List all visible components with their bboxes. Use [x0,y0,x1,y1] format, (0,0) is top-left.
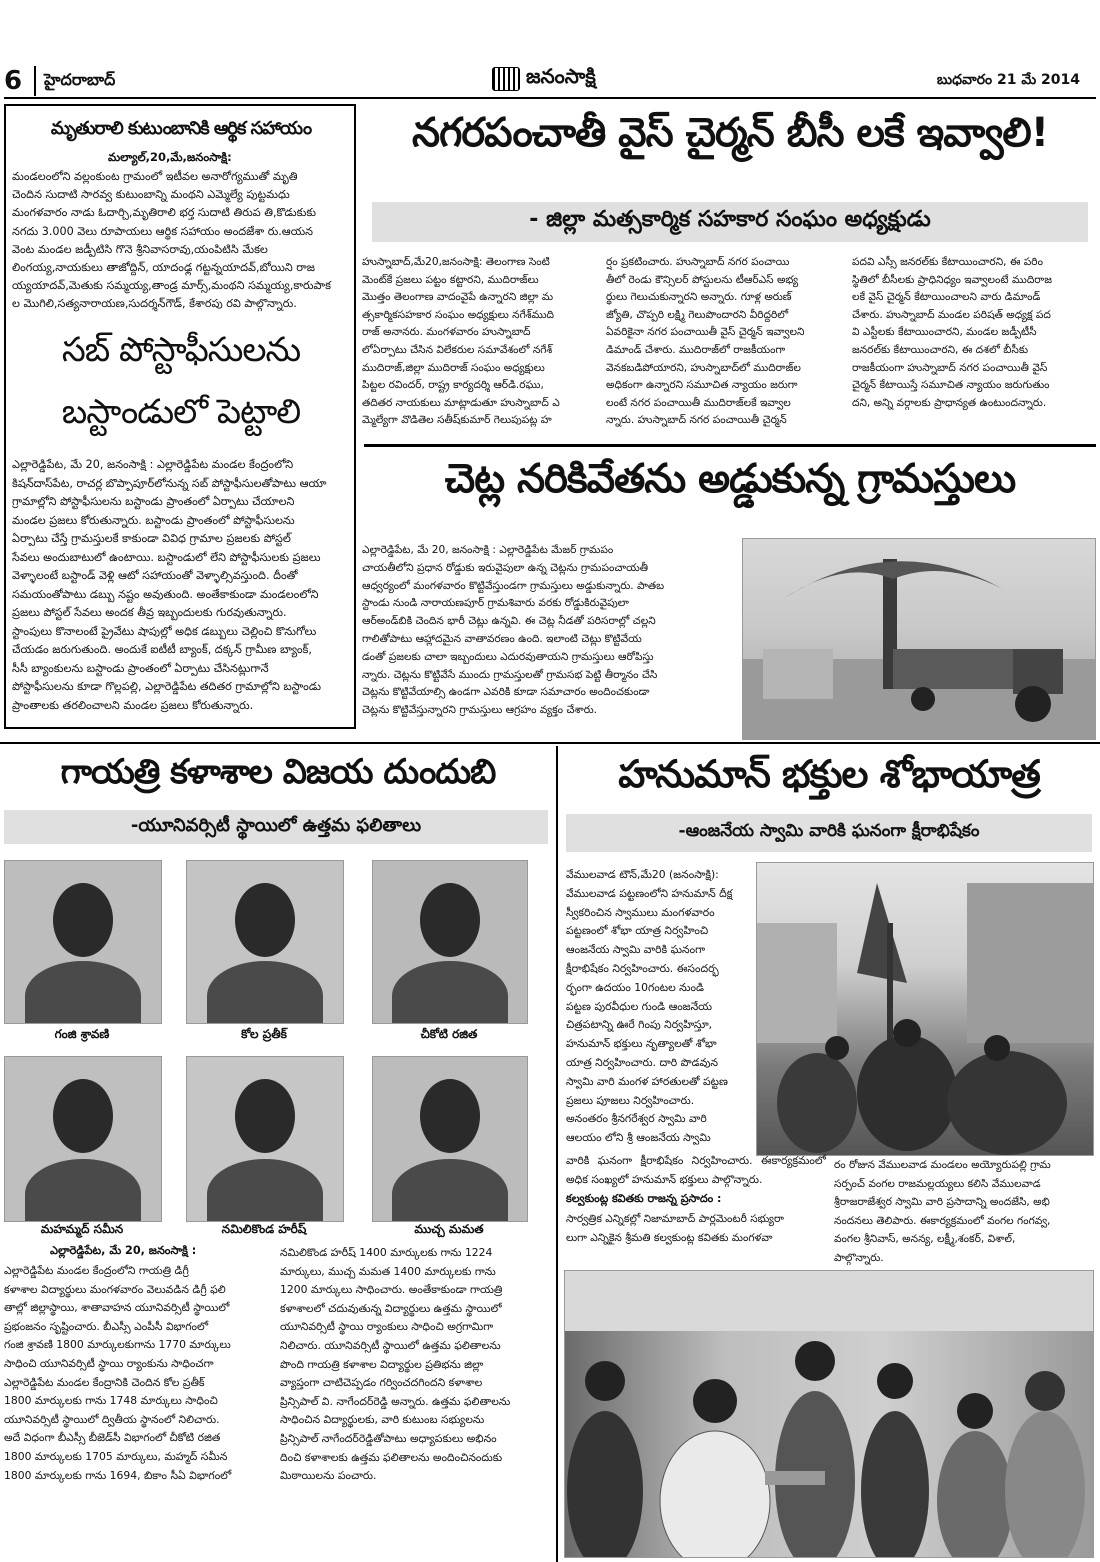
left-story-body [12,456,350,715]
hanuman-story-wide-line: వారికి ఘనంగా క్షీరాభిషేకం నిర్వహించారు. ఈకార్యక్రమంలో అధిక సంఖ్యలో హనుమాన్ భక్తులు పాల్గొన్నారు. [566,1154,826,1186]
body-line: చెట్లను కొట్టివేస్తున్నారని గ్రామస్తులు ఆగ్రహం వ్యక్తం చేశారు. [362,704,598,717]
box-left-body [12,168,350,314]
body-line: హుస్నాబాద్,మే20,జనంసాక్షి: తెలంగాణ సెంటి [362,256,550,268]
body-line: పాల్గొన్నారు. [834,1251,884,1264]
body-line: తీలో రెండు కౌన్సిలర్ పోస్టులను టీఆర్ఎస్ అభ్య [606,273,799,286]
body-line: వంగల శ్రీనివాస్, అనన్య, లక్ష్మీ,శంకర్, విశాల్, [834,1233,1016,1246]
student-photo [372,860,528,1024]
tree-story-headline: చెట్ల నరికివేతను అడ్డుకున్న గ్రామస్తులు [444,456,1016,502]
issue-date: బుధవారం 21 మే 2014 [936,72,1080,88]
body-line: అధికంగా ఉన్నారని సమూచిత న్యాయం జరుగా [606,379,798,392]
top-story-col-2 [606,254,842,430]
student-caption: చీకోటి రజిత [420,1027,478,1041]
body-line: తదితర నాయకులు మాట్లాడుతూ హుస్నాబాద్ ఎ [362,396,560,409]
student-photo [4,860,162,1024]
hanuman-story-col-1 [566,866,750,1148]
body-line: యాత్ర నిర్వహించారు. దారి పొడవున [566,1055,718,1069]
body-line: చెందిన సుదాటి సారవ్వ కుటుంబాన్ని మంథని ఎమ్మెల్యే పుట్టమధు [12,188,290,202]
body-line: తాల్లో జిల్లాస్థాయి, శాతావాహన యూనివర్సిటీ స్థాయిలో [4,1301,230,1315]
body-line: ల మొగిలి,సత్యనారాయణ,సుదర్శన్‌గౌడ్, కేశారపు రవి పాల్గొన్నారు. [12,297,297,311]
body-line: రం రోజున వేములవాడ మండలం అయ్యోరుపల్లి గ్రామ [834,1159,1051,1171]
body-line: వెనకబడిపోయారని, హుస్నాబాద్‌లో ముదిరాజ్‌ల [606,361,801,374]
student-caption: కోల ప్రతీక్ [241,1027,287,1041]
column-divider [556,746,558,1562]
body-line: 1200 మార్కులు సాధించారు. అంతేకాకుండా గాయత్రి [280,1283,503,1297]
body-line: ఆలయం లోని శ్రీ ఆంజనేయ స్వామి [566,1131,711,1145]
body-line: ఎల్లారెడ్డిపేట, మే 20, జనంసాక్షి : ఎల్లారెడ్డిపేట మేజర్ గ్రామపం [362,544,614,556]
procession-photo [756,862,1094,1156]
body-line: సార్వత్రిక ఎన్నికల్లో నిజామాబాద్ పార్లమెంటరీ సభ్యురా [566,1213,784,1225]
body-line: ముదిరాజ్,జిల్లా ముదిరాజ్ సంఘం అధ్యక్షులు [362,361,545,374]
student-caption: నమిలికొండ హరీష్ [221,1222,307,1236]
body-line: య్యయాదవ్,మెతుకు సమ్మయ్య,తాండ్ర మార్స్,మంథని సమ్మయ్య,కారుపాక [12,279,332,293]
body-line: ఎల్లారెడ్డిపేట మండల కేంద్రంలోని గాయత్రి డిగ్రీ [4,1264,189,1277]
body-line: స్థితిలో బీసీలకు ప్రాధినిధ్యం ఇవ్వాలంటే ముదిరాజ [852,273,1052,286]
header-rule [4,97,1096,99]
hanuman-story-col-mid [566,1210,822,1247]
body-line: నిలిచారు. యూనివర్సిటీ స్థాయిలో ఉత్తమ ఫలితాలను [280,1338,501,1352]
body-line: ప్రభంజనం సృష్టించారు. బీఎస్సీ ఎంపీసీ విభాగంలో [4,1319,209,1333]
body-line: పదవి ఎస్సీ జనరల్‌కు కేటాయించారని, ఈ పరిం [852,256,1043,268]
hanuman-story-headline: హనుమాన్ భక్తుల శోభాయాత్ర [618,752,1040,796]
body-line: వ్యాప్తంగా చాటిచెప్పడం గర్వించదగిందని కళాశాల [280,1376,483,1390]
body-line: శ్రీరాజరాజేశ్వర స్వామి వారి ప్రసాదాన్ని అందజేసి, అభి [834,1196,1050,1209]
student-photo [372,1056,528,1222]
edition-city: హైదరాబాద్ [44,70,116,89]
hanuman-story-col-right [834,1156,1094,1268]
body-line: గంజి శ్రావణి 1800 మార్కులకుగాను 1770 మార్కులు [4,1338,231,1352]
hanuman-story-subheadline: -ఆంజనేయ స్వామి వారికి ఘనంగా క్షీరాభిషేకం [566,814,1092,852]
body-line: కిషన్‌దాస్‌పేట, రాచర్ల బొప్పాపూర్‌లోనున్న సబ్ పోస్టాఫీసులతోపాటు ఆయా [12,476,327,490]
tree-story-body [362,542,724,720]
body-line: జ్యోతి, చొప్పరి లక్ష్మి గెలుపొందారని వీరిద్దరిలో [606,308,789,321]
body-line: లుగా ఎన్నికైన శ్రీమతి కల్వకుంట్ల కవితకు మంగళవా [566,1231,773,1244]
body-line: నగదు 3.000 వెలు రూపాయలు ఆర్థిక సహాయం అందజేశా రు.ఆయన [12,224,313,238]
college-story-dateline: ఎల్లారెడ్డిపేట, మే 20, జనంసాక్షి : [50,1244,197,1257]
body-line: పోస్టాఫీసులను కూడా గొల్లపల్లి, ఎల్లారెడ్డిపేట తదితర గ్రామాల్లోని బస్టాండు [12,680,321,693]
top-story-headline: నగరపంచాతీ వైస్ చైర్మన్ బీసీ లకే ఇవ్వాలి! [412,110,1048,156]
masthead [492,64,596,93]
body-line: న్నారు. చెట్లను కొట్టివేసే ముందు గ్రామస్తులతో గ్రామసభ పెట్టి తీర్మానం చేసి [362,668,658,681]
body-line: నమిలికొండ హరీష్ 1400 మార్కులకు గాను 1224 [280,1246,493,1259]
student-caption: ముచ్చ మమత [414,1222,484,1236]
body-line: 1800 మార్కులకు గాను 1694, బికాం సీఏ విభాగంలో [4,1468,232,1482]
student-photo [186,1056,344,1222]
body-line: అనంతరం శ్రీనగరేశ్వర స్వామి వారి [566,1112,707,1126]
body-line: హనుమాన్ భక్తులు నృత్యాలతో శోభా [566,1037,717,1051]
body-line: అదే విధంగా బీఎస్సీ బీజెడ్‌సీ విభాగంలో చీకోటి రజిత [4,1431,221,1445]
body-line: గాలితోపాటు ఆహ్లాదమైన వాతావరణం ఉంది. ఇలాంటి చెట్లు కొట్టివేయ [362,632,642,645]
body-line: మండలంలోని వల్లంకుంట గ్రామంలో ఇటీవల అనారోగ్యముతో మృతి [12,170,298,183]
body-line: ప్రజలు పోస్టల్ సేవలు అందక తీవ్ర ఇబ్బందులకు గురవుతున్నారు. [12,606,287,619]
body-line: సమయంతోపాటు డబ్బు నష్టం అవుతుంది. అంతేకాకుండా మండలంలోని [12,587,319,601]
body-line: చిత్రపటాన్ని ఊరే గింపు నిర్వహిస్తూ, [566,1018,713,1032]
body-line: చైర్మన్ కేటాయిస్తే సమూచిత న్యాయం జరుగుతుం [852,379,1050,392]
body-line: న్నారు. హుస్నాబాద్ నగర పంచాయితీ చైర్మన్ [606,414,787,427]
hanuman-story-subhead: కల్వకుంట్ల కవితకు రాజన్న ప్రసాదం : [566,1192,722,1205]
felicitation-photo-image [565,1271,1093,1557]
body-line: పొంది గాయత్రి కళాశాల విద్యార్థుల ప్రతిభను జిల్లా [280,1357,484,1371]
body-line: ఏర్పాటు చేస్తే గ్రామస్తులకే కాకుండా వివిధ గ్రామాల ప్రజలకు పోస్టల్ [12,532,291,545]
student-photo [186,860,344,1024]
top-story-rule [364,444,1096,447]
body-line: మంగళవారం నాడు ఓదార్చి,మృతిరాలి భర్త సుదాటి తిరుప తి,కొడుకుకు [12,206,317,220]
body-line: సేవలు అందుబాటులో ఉంటాయి. బస్టాండులో లేని పోస్టాఫీసులకు ప్రజలు [12,550,321,564]
felicitation-photo [564,1270,1094,1558]
student-caption: గంజి శ్రావణి [54,1027,110,1041]
box-left-headline: మృతురాలి కుటుంబానికి ఆర్థిక సహాయం [50,118,312,139]
body-line: పట్టణ పురవీధుల గుండి ఆంజనేయ [566,999,713,1013]
body-line: స్టాండు నుండి నారాయణపూర్ గ్రామశివారు వరకు రోడ్డుకిరువైపులా [362,597,629,610]
top-story-subheadline: - జిల్లా మత్సకార్మిక సహకార సంఘం అధ్యక్షుడు [372,202,1088,242]
body-line: త్సకార్మికసహకార సంఘం అధ్యక్షులు నగేశ్‌ముది [362,308,554,321]
body-line: లింగయ్య,నాయకులు తాజోద్దిన్, యాదంఢ్ల గట్టన్నయాదవ్,బోయిని రాజ [12,261,315,275]
body-line: ప్రాంతాలకు తరలించాలని మండల ప్రజలు కోరుతున్నారు. [12,698,254,712]
body-line: మెంట్‌కే ప్రజలు పట్టం కట్టారని, ముదిరాజ్‌లు [362,273,539,286]
body-line: కళాశాల విద్యార్థులు మంగళవారం వెలువడిన డిగ్రీ ఫలి [4,1282,226,1296]
section-rule [0,742,1100,744]
masthead-logo-icon [492,67,520,91]
body-line: డిమాండ్ చేశారు. ముదిరాజ్‌లో రాజకీయంగా [606,343,786,356]
masthead-title: జనంసాక్షి [526,64,596,88]
body-line: ఎల్లారెడ్డిపేట మండల కేంద్రానికి చెందిన కోల ప్రతీక్ [4,1375,205,1389]
body-line: సాధించి యూనివర్సిటీ స్థాయి ర్యాంకును సాధించగా [4,1356,214,1370]
body-line: చెట్లను కొట్టివేయాల్సి ఉండగా ఎవరికి కూడా సమాచారం అందించకుండా [362,686,650,699]
body-line: వి ఎస్టీలకు కేటాయించారని, మండల జడ్పీటీసీ [852,326,1037,339]
body-line: ర్థులు గెలుచుకున్నారని అన్నారు. గూళ్ల అరుణ్ [606,291,792,304]
body-line: ఆర్‌అండ్‌బికి చెందిన భారీ చెట్లు ఉన్నవి. ఈ చెట్ల నీడతో పరిసరాల్లో చల్లని [362,615,656,628]
body-line: దని, అన్ని వర్గాలకు ప్రాధాన్యత ఉంటుందన్నారు. [852,396,1047,409]
body-line: మ్మెల్యేగా వొడితెల సతీష్‌కుమార్ గెలుపుపట్ల హ [362,414,552,427]
body-line: యూనివర్సిటీ స్థాయిలో ద్వితీయ స్థానంలో నిలిచారు. [4,1412,220,1426]
body-line: డంతో ప్రజలకు చాలా ఇబ్బందులు ఎదురవుతాయని గ్రామస్తులు ఆరోపిస్తు [362,650,654,663]
body-line: ర్షం ప్రకటించారు. హుస్నాబాద్ నగర పంచాయి [606,256,790,268]
body-line: వెంట మండల జడ్పీటిసి గొనె శ్రీనివాసరావు,యంపిటిసి మేకల [12,242,268,256]
student-caption: మహమ్మద్ సమీన [40,1222,124,1236]
body-line: ఆధ్వర్యంలో మంగళవారం కొట్టివేస్తుండగా గ్రామస్తులు అడ్డుకున్నారు. పాతబ [362,579,665,592]
body-line: నందనలు తెలిపారు. ఈకార్యక్రమంలో వంగల గంగవ్వ, [834,1214,1051,1227]
college-story-col-2 [280,1244,548,1486]
body-line: మిఠాయిలను పంచారు. [280,1469,377,1483]
body-line: చాయతీలోని ప్రధాన రోడ్డుకు ఇరువైపులా ఉన్న చెట్లను గ్రామపంచాయతీ [362,561,648,574]
body-line: జనరల్‌కు కేటాయించారని, ఈ దశలో బీసీకు [852,343,1029,356]
body-line: సాధించిన విద్యార్థులకు, వారి కుటుంబ సభ్యులను [280,1413,485,1427]
body-line: ప్రజలు పూజలు నిర్వహించారు. [566,1093,695,1107]
body-line: యూనివర్సిటీ స్థాయి ర్యాంకులు సాధించి అగ్రగామిగా [280,1320,494,1334]
body-line: ఏవరికైనా నగర పంచాయితీ వైస్ చైర్మన్ ఇవ్వాలని [606,326,805,339]
body-line: పట్టణంలో శోభా యాత్ర నిర్వహించి [566,924,709,938]
tree-photo-image [743,539,1095,739]
body-line: పిట్టల రవిందర్, రాష్ట్ర కార్యదర్శి ఆర్‌డి.రఘు, [362,379,544,392]
body-line: చేశారు. హుస్నాబాద్ మండల పరిషత్ అధ్యక్ష పద [852,308,1051,321]
body-line: ర్భంగా ఉదయం 10గంటల నుండి [566,980,704,994]
college-story-headline: గాయత్రి కళాశాల విజయ దుందుబి [60,752,496,792]
body-line: మొత్తం తెలంగాణ వాదంవైపే ఉన్నారని జిల్లా మ [362,291,554,304]
left-story-headline-1: సబ్ పోస్టాఫీసులను [61,330,301,370]
body-line: 1800 మార్కులకు 1705 మార్కులు, మహ్మద్ సమీన [4,1449,228,1463]
body-line: లోఏర్పాటు చేసిన విలేకరుల సమావేశంలో నగేశ్ [362,343,553,356]
body-line: ఎల్లారెడ్డిపేట, మే 20, జనంసాక్షి : ఎల్లారెడ్డిపేట మండల కేంద్రంలోని [12,458,294,471]
body-line: మార్కులు, ముచ్చ మమత 1400 మార్కులకు గాను [280,1264,496,1278]
body-line: వేములవాడ పట్టణంలోని హనుమాన్ దీక్ష [566,886,733,900]
body-line: దించి కళాశాలకు ఉత్తమ ఫలితాలను అందించినందుకు [280,1450,503,1464]
top-story-col-3 [852,254,1092,412]
body-line: 1800 మార్కులకు గాను 1748 మార్కులు సాధించి [4,1394,218,1408]
college-story-subheadline: -యూనివర్సిటీ స్థాయిలో ఉత్తమ ఫలితాలు [4,810,548,844]
page-number: 6 [4,66,36,96]
tree-photo [742,538,1096,740]
left-story-headline-2: బస్టాండులో పెట్టాలి [61,392,301,432]
body-line: వేములవాడ టౌన్,మే20 (జనంసాక్షి): [566,868,719,881]
body-line: సీసీ బ్యాంకులను బస్టాండు ప్రాంతంలో ఏర్పాటు చేసినట్లుగానే [12,661,269,675]
body-line: లంటే నగర పంచాయితీ ముదిరాజ్‌లకే ఇవ్వాల [606,396,791,409]
body-line: కళాశాలలో చదువుతున్న విద్యార్థులు ఉత్తమ స్థాయిలో [280,1301,502,1315]
body-line: ప్రిన్సిపాల్ నాగేందర్‌రెడ్డితోపాటు అధ్యాపకులు అభినం [280,1431,497,1445]
body-line: సర్పంచ్ వంగల రాజమల్లయ్యలు కలిసి వేములవాడ [834,1177,1041,1190]
body-line: చేయడం జరుగుతుంది. అందుకే ఐటీటీ బ్యాంక్, దక్కన్ గ్రామీణ బ్యాంక్, [12,643,312,656]
body-line: స్వీకరించిన స్వాములు మంగళవారం [566,905,715,919]
body-line: రాజకీయంగా హుస్నాబాద్ నగర పంచాయితీ వైస్ [852,361,1048,374]
body-line: గ్రామాల్లోని పోస్టాఫీసులను బస్టాండు ప్రాంతంలో ఏర్పాటు చేయాలని [12,495,295,508]
body-line: వెళ్ళాలంటే బస్టాండ్ వెళ్లి ఆటో సహాయంతో వెళ్ళాల్సివస్తుంది. దీంతో [12,569,298,582]
box-left-dateline: మల్యాల్,20,మే,జనంసాక్షి: [108,150,232,164]
body-line: స్టాంపులు కొనాలంటే ప్రైవేటు షాపుల్లో అధిక డబ్బులు చెల్లించి కొనుగోలు [12,624,317,638]
student-photo [4,1056,162,1222]
body-line: ఆంజనేయ స్వామి వారికి ఘనంగా [566,943,706,957]
body-line: క్షీరాభిషేకం నిర్వహించారు. ఈసందర్భ [566,961,719,975]
college-story-col-1 [4,1262,272,1485]
body-line: స్వామి వారి మంగళ హారతులతో పట్టణ [566,1074,728,1088]
top-story-col-1 [362,254,598,430]
body-line: ప్రిన్సిపాల్ వి. నాగేందర్‌రెడ్డి అన్నారు. ఉత్తమ ఫలితాలను [280,1394,511,1408]
body-line: లకే వైస్ చైర్మన్ కేటాయించాలని వారు డిమాండ్ [852,291,1041,304]
body-line: రాజ్ అనానరు. మంగళవారం హుస్నాబాద్ [362,326,531,339]
body-line: మండల ప్రజలు కోరుతున్నారు. బస్టాండు ప్రాంతంలో పోస్టాఫీసులను [12,513,295,527]
procession-photo-image [757,863,1093,1155]
